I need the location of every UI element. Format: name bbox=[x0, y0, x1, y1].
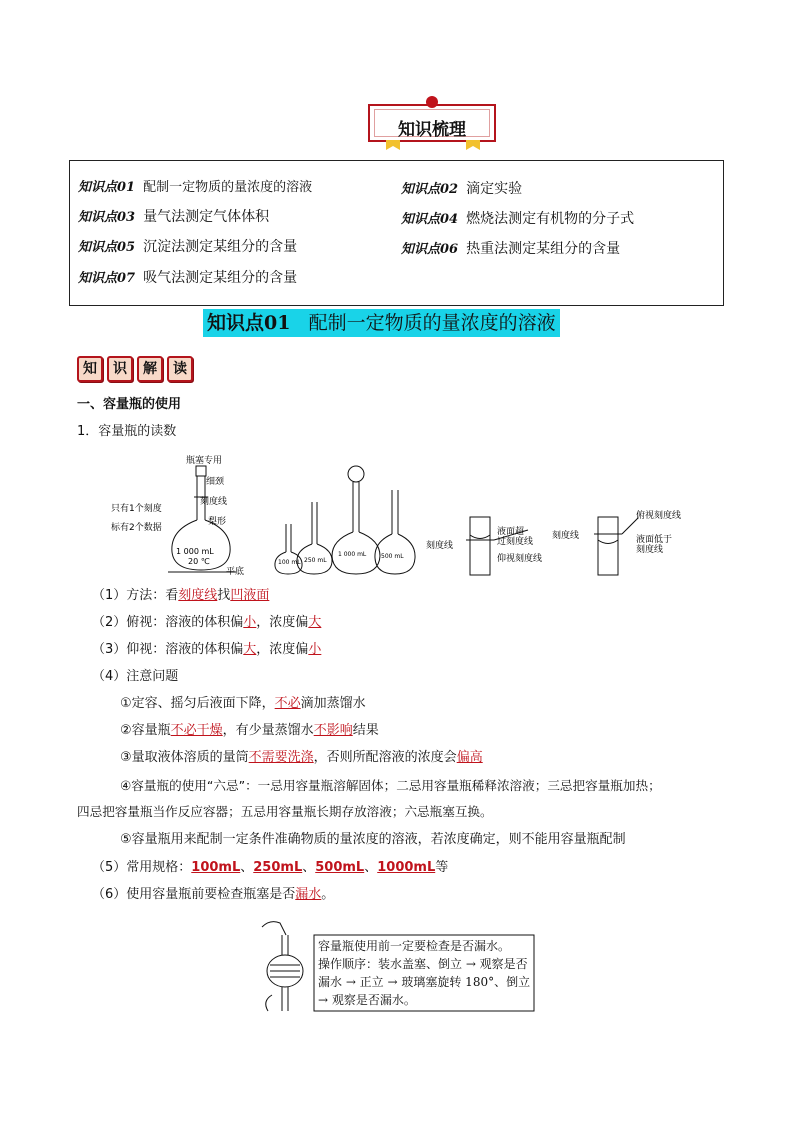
toc-item[interactable]: 知识点03 量气法测定气体体积 bbox=[78, 209, 270, 225]
tube-right-icon bbox=[594, 517, 638, 575]
toc-item[interactable]: 知识点06 热重法测定某组分的含量 bbox=[401, 241, 621, 257]
label-v100: 100 mL bbox=[278, 559, 301, 566]
label-vol-main: 1 000 mL bbox=[176, 547, 214, 556]
toc-item[interactable]: 知识点05 沉淀法测定某组分的含量 bbox=[78, 239, 298, 255]
toc-item[interactable]: 知识点01 配制一定物质的量浓度的溶液 bbox=[78, 180, 313, 195]
hand-flask-icon bbox=[262, 922, 303, 1011]
box-line-1: 容量瓶使用前一定要检查是否漏水。 bbox=[318, 939, 511, 953]
heading-1: 一、容量瓶的使用 bbox=[77, 397, 182, 412]
label-temp-main: 20 ℃ bbox=[188, 557, 210, 566]
volumetric-flask-figure bbox=[108, 452, 708, 582]
toc-item[interactable]: 知识点04 燃烧法测定有机物的分子式 bbox=[401, 211, 635, 227]
note-4a: ④容量瓶的使用“六忌”：一忌用容量瓶溶解固体；二忌用容量瓶稀释浓溶液；三忌把容量瓶加热； bbox=[120, 778, 661, 793]
note-1: ①定容、摇匀后液面下降，不必滴加蒸馏水 bbox=[120, 696, 366, 711]
label-below1: 液面低于 bbox=[636, 535, 673, 545]
badge-jie: 解 bbox=[137, 356, 163, 382]
item-6: （6）使用容量瓶前要检查瓶塞是否漏水。 bbox=[92, 887, 335, 902]
section-banner bbox=[368, 100, 498, 146]
box-line-4: → 观察是否漏水。 bbox=[318, 993, 416, 1007]
label-stopper: 瓶塞专用 bbox=[186, 456, 223, 466]
label-v250: 250 mL bbox=[304, 557, 327, 564]
ribbon-left-icon bbox=[386, 140, 400, 150]
label-mark: 刻度线 bbox=[200, 497, 228, 507]
item-3: （3）仰视：溶液的体积偏大，浓度偏小 bbox=[92, 642, 322, 657]
box-line-3: 漏水 → 正立 → 玻璃塞旋转 180°、倒立 bbox=[318, 975, 531, 989]
item-4: （4）注意问题 bbox=[92, 669, 179, 684]
item-2: （2）俯视：溶液的体积偏小，浓度偏大 bbox=[92, 615, 322, 630]
heading-2: 1．容量瓶的读数 bbox=[77, 424, 177, 439]
box-line-2: 操作顺序：装水盖塞、倒立 → 观察是否 bbox=[318, 957, 528, 971]
label-flat: 平底 bbox=[226, 567, 245, 577]
label-over2: 过刻度线 bbox=[497, 537, 534, 547]
banner-title: 知识梳理 bbox=[398, 120, 466, 140]
toc-item[interactable]: 知识点02 滴定实验 bbox=[401, 181, 523, 197]
label-below2: 刻度线 bbox=[636, 545, 664, 555]
label-over1: 液面超 bbox=[497, 527, 525, 537]
label-v1000: 1 000 mL bbox=[338, 551, 367, 558]
badge-zhi: 知 bbox=[77, 356, 103, 382]
label-look-up: 仰视刻度线 bbox=[497, 554, 543, 564]
label-v500: 500 mL bbox=[381, 553, 404, 560]
label-look-down: 俯视刻度线 bbox=[636, 511, 682, 521]
label-left-mark: 刻度线 bbox=[426, 541, 454, 551]
item-5: （5）常用规格：100mL、250mL、500mL、1000mL等 bbox=[92, 860, 449, 875]
toc-item[interactable]: 知识点07 吸气法测定某组分的含量 bbox=[78, 270, 298, 286]
label-right-mark: 刻度线 bbox=[552, 531, 580, 541]
ribbon-right-icon bbox=[466, 140, 480, 150]
note-3: ③量取液体溶质的量筒不需要洗涤，否则所配溶液的浓度会偏高 bbox=[120, 750, 483, 765]
banner-frame bbox=[368, 104, 496, 142]
label-neck: 细颈 bbox=[206, 477, 225, 487]
pin-icon bbox=[426, 96, 438, 108]
badge-du: 读 bbox=[167, 356, 193, 382]
label-pear: 梨形 bbox=[208, 517, 227, 527]
note-2: ②容量瓶不必干燥，有少量蒸馏水不影响结果 bbox=[120, 723, 379, 738]
item-1: （1）方法：看刻度线找凹液面 bbox=[92, 588, 270, 603]
label-two-data: 标有2个数据 bbox=[111, 523, 162, 533]
section-title: 知识点01 配制一定物质的量浓度的溶液 bbox=[203, 309, 560, 337]
badge-shi: 识 bbox=[107, 356, 133, 382]
table-of-contents bbox=[69, 160, 724, 306]
note-4b: 四忌把容量瓶当作反应容器；五忌用容量瓶长期存放溶液；六忌瓶塞互换。 bbox=[77, 804, 493, 819]
note-5: ⑤容量瓶用来配制一定条件准确物质的量浓度的溶液，若浓度确定，则不能用容量瓶配制 bbox=[120, 832, 626, 847]
knowledge-badges bbox=[77, 356, 193, 382]
label-one-mark: 只有1个刻度 bbox=[111, 504, 162, 514]
